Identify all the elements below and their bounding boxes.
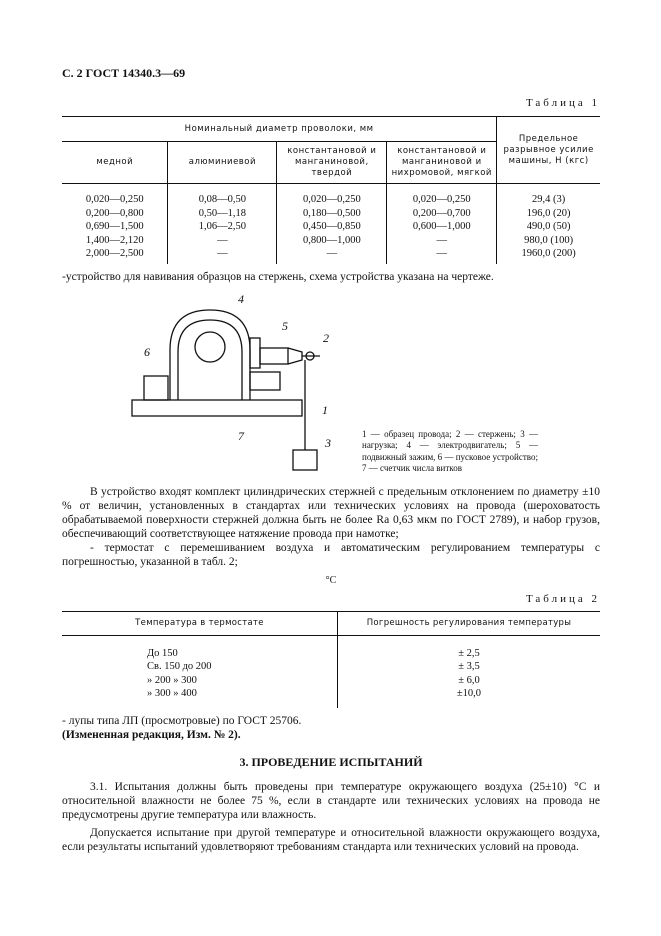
table-cell: — xyxy=(168,247,277,264)
table-1 xyxy=(62,116,600,264)
table-row xyxy=(62,207,600,221)
table-cell: — xyxy=(387,247,497,264)
figure-label-2: 2 xyxy=(323,330,329,345)
table-cell: 1960,0 (200) xyxy=(497,247,600,264)
table-cell: 0,690—1,500 xyxy=(85,221,144,232)
section-title: 3. ПРОВЕДЕНИЕ ИСПЫТАНИЙ xyxy=(239,754,423,769)
table-row xyxy=(62,660,600,674)
table-cell: 980,0 (100) xyxy=(497,234,600,248)
table-cell: 0,020—0,250 xyxy=(277,184,387,207)
amendment-note: (Измененная редакция, Изм. № 2). xyxy=(62,728,241,741)
figure-label-4: 4 xyxy=(238,291,244,306)
table-cell: ± 6,0 xyxy=(338,674,601,688)
table-cell: 1,400—2,120 xyxy=(85,234,144,246)
table1-group-header: Номинальный диаметр проволоки, мм xyxy=(62,117,497,142)
paragraph: 3.1. Испытания должны быть проведены при температуре окружающего воздуха (25±10) °С и относительной влажности не более 75 %, если в стандарте или технических условиях на провода не предусмотрены другие температура или влажность. xyxy=(62,780,600,821)
table-cell: 0,50—1,18 xyxy=(168,207,277,221)
table-cell: 0,180—0,500 xyxy=(277,207,387,221)
table1-caption: Таблица 1 xyxy=(525,97,600,109)
table-cell: 196,0 (20) xyxy=(497,207,600,221)
table-cell: 0,200—0,700 xyxy=(387,207,497,221)
page-content xyxy=(62,66,600,854)
table-row xyxy=(62,674,600,688)
table-cell: 0,020—0,250 xyxy=(387,184,497,207)
table-row xyxy=(62,687,600,708)
figure-block xyxy=(62,290,600,475)
table-cell: 1,06—2,50 xyxy=(168,220,277,234)
table-cell: 0,08—0,50 xyxy=(168,184,277,207)
table2-col-header: Температура в термостате xyxy=(62,611,338,635)
table-cell: 0,450—0,850 xyxy=(277,220,387,234)
table1-col-header: медной xyxy=(62,142,168,184)
figure-label-1: 1 xyxy=(322,402,328,417)
table-cell: 29,4 (3) xyxy=(497,184,600,207)
table-row xyxy=(62,247,600,264)
table-cell: — xyxy=(277,247,387,264)
paragraph: - лупы типа ЛП (просмотровые) по ГОСТ 25706. xyxy=(62,714,302,727)
table-cell: До 150 xyxy=(147,647,178,659)
table-row xyxy=(62,184,600,207)
figure-label-3: 3 xyxy=(325,435,331,450)
table-cell: » 300 » 400 xyxy=(147,688,197,699)
table-cell: 490,0 (50) xyxy=(497,220,600,234)
table-row xyxy=(62,234,600,248)
table-cell: 0,020—0,250 xyxy=(85,194,144,205)
table1-col-header: Предельное разрывное усилие машины, Н (кгс) xyxy=(497,117,600,184)
table-cell: 2,000—2,500 xyxy=(85,248,144,259)
paragraph: Допускается испытание при другой температуре и относительной влажности окружающего воздуха, если результаты испытаний удовлетворяют требованиям стандарта или технических условий на провода. xyxy=(62,826,600,853)
page-header: С. 2 ГОСТ 14340.3—69 xyxy=(62,66,186,80)
table1-col-header: константановой и манганиновой и нихромовой, мягкой xyxy=(387,142,497,184)
table-cell: ± 3,5 xyxy=(338,660,601,674)
table-2 xyxy=(62,611,600,708)
figure-label-7: 7 xyxy=(238,428,244,443)
figure-label-6: 6 xyxy=(144,344,150,359)
table2-caption: Таблица 2 xyxy=(525,592,600,605)
table-cell: — xyxy=(168,234,277,248)
table-cell: ±10,0 xyxy=(338,687,601,708)
table-cell: — xyxy=(387,234,497,248)
table-row xyxy=(62,220,600,234)
winding-device-figure xyxy=(130,290,360,475)
device-text: -устройство для навивания образцов на стержень, схема устройства указана на чертеже. xyxy=(62,270,494,283)
table-cell: Св. 150 до 200 xyxy=(147,661,212,672)
table2-col-header: Погрешность регулирования температуры xyxy=(338,611,601,635)
table-cell: 0,800—1,000 xyxy=(277,234,387,248)
figure-label-5: 5 xyxy=(282,318,288,333)
table1-col-header: константановой и манганиновой, твердой xyxy=(277,142,387,184)
table-cell: » 200 » 300 xyxy=(147,674,197,686)
figure-legend: 1 — образец провода; 2 — стержень; 3 — нагрузка; 4 — электродвигатель; 5 — подвижный зажим, 6 — пусковое устройство; 7 — счетчик числа витков xyxy=(362,428,538,473)
table1-col-header: алюминиевой xyxy=(168,142,277,184)
table-cell: 0,600—1,000 xyxy=(387,220,497,234)
paragraph: - термостат с перемешиванием воздуха и автоматическим регулированием температуры с погрешностью, указанной в табл. 2; xyxy=(62,541,600,568)
table2-unit: °С xyxy=(325,574,337,586)
table-cell: ± 2,5 xyxy=(338,635,601,660)
table-row xyxy=(62,635,600,660)
table-cell: 0,200—0,800 xyxy=(85,207,144,219)
paragraph: В устройство входят комплект цилиндрических стержней с предельным отклонением по диаметру ±10 % от величин, установленных в стандартах или технических условиях на провода (шероховатость обрабатываемой поверхности стержней должна быть не более Ra 0,63 мкм по ГОСТ 2789), и набор грузов, обеспечивающий соответствующее натяжение провода при намотке; xyxy=(62,485,600,540)
